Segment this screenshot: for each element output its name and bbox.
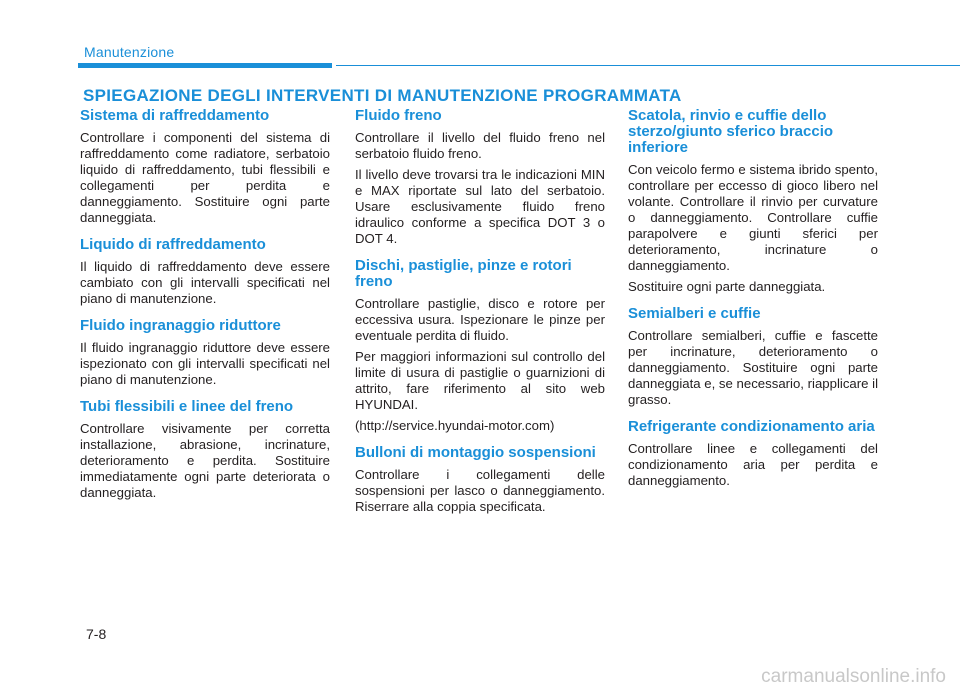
section-heading: Fluido freno [355, 107, 442, 124]
section-paragraph: Controllare semialberi, cuffie e fascette per incrinature, deterioramento o danneggiamento. Sostituire ogni parte danneggiata e, se necessario, riapplicare il grasso. [628, 328, 878, 407]
section-heading: Liquido di raffreddamento [80, 236, 266, 253]
watermark: carmanualsonline.info [761, 666, 946, 687]
section-brake-discs [355, 258, 605, 434]
header-rule-line [336, 65, 960, 66]
section-air-conditioning [628, 419, 878, 489]
page-title: SPIEGAZIONE DEGLI INTERVENTI DI MANUTENZIONE PROGRAMMATA [83, 86, 682, 105]
section-paragraph: Controllare il livello del fluido freno nel serbatoio fluido freno. [355, 130, 605, 161]
section-label: Manutenzione [84, 44, 175, 60]
section-brake-hoses [80, 399, 330, 501]
section-paragraph: Con veicolo fermo e sistema ibrido spento, controllare per eccesso di gioco libero nel volante. Controllare il rinvio per curvature o danneggiamento. Controllare cuffie parapolvere e giunti sferici per deterioramento, incrinature o danneggiamento. [628, 162, 878, 273]
section-paragraph: Sostituire ogni parte danneggiata. [628, 279, 826, 294]
column-2 [355, 108, 605, 520]
section-paragraph: (http://service.hyundai-motor.com) [355, 418, 555, 433]
section-paragraph: Controllare i collegamenti delle sospensioni per lasco o danneggiamento. Riserrare alla coppia specificata. [355, 467, 605, 514]
section-paragraph: Il liquido di raffreddamento deve essere cambiato con gli intervalli specificati nel piano di manutenzione. [80, 259, 330, 306]
section-heading: Dischi, pastiglie, pinze e rotori freno [355, 257, 572, 290]
section-drive-shafts [628, 306, 878, 408]
section-steering [628, 108, 878, 295]
section-paragraph: Controllare linee e collegamenti del condizionamento aria per perdita e danneggiamento. [628, 441, 878, 488]
page-number: 7-8 [86, 626, 107, 642]
section-heading: Scatola, rinvio e cuffie dello sterzo/giunto sferico braccio inferiore [628, 107, 834, 156]
section-brake-fluid [355, 108, 605, 247]
header-rule-accent [78, 63, 332, 68]
section-paragraph: Il fluido ingranaggio riduttore deve essere ispezionato con gli intervalli specificati nel piano di manutenzione. [80, 340, 330, 387]
section-heading: Bulloni di montaggio sospensioni [355, 444, 596, 461]
section-paragraph: Il livello deve trovarsi tra le indicazioni MIN e MAX riportate sul lato del serbatoio. Usare esclusivamente fluido freno idraulico conforme a specifica DOT 3 o DOT 4. [355, 167, 605, 246]
section-coolant [80, 237, 330, 307]
section-paragraph: Controllare i componenti del sistema di raffreddamento come radiatore, serbatoio liquido di raffreddamento, tubi flessibili e collegamenti per perdita e danneggiamento. Sostituire ogni parte danneggiata. [80, 130, 330, 225]
column-3 [628, 108, 878, 494]
section-heading: Sistema di raffreddamento [80, 107, 270, 124]
section-heading: Semialberi e cuffie [628, 305, 761, 322]
section-reduction-gear-fluid [80, 318, 330, 388]
section-paragraph: Per maggiori informazioni sul controllo del limite di usura di pastiglie o guarnizioni di attrito, fare riferimento al sito web HYUNDAI. [355, 349, 605, 412]
section-heading: Tubi flessibili e linee del freno [80, 398, 294, 415]
section-paragraph: Controllare pastiglie, disco e rotore per eccessiva usura. Ispezionare le pinze per eventuale perdita di fluido. [355, 296, 605, 343]
column-1 [80, 108, 330, 506]
section-heading: Fluido ingranaggio riduttore [80, 317, 281, 334]
section-heading: Refrigerante condizionamento aria [628, 418, 875, 435]
section-paragraph: Controllare visivamente per corretta installazione, abrasione, incrinature, deterioramento e perdita. Sostituire immediatamente ogni parte deteriorata o danneggiata. [80, 421, 330, 500]
section-cooling-system [80, 108, 330, 226]
section-suspension-bolts [355, 445, 605, 515]
